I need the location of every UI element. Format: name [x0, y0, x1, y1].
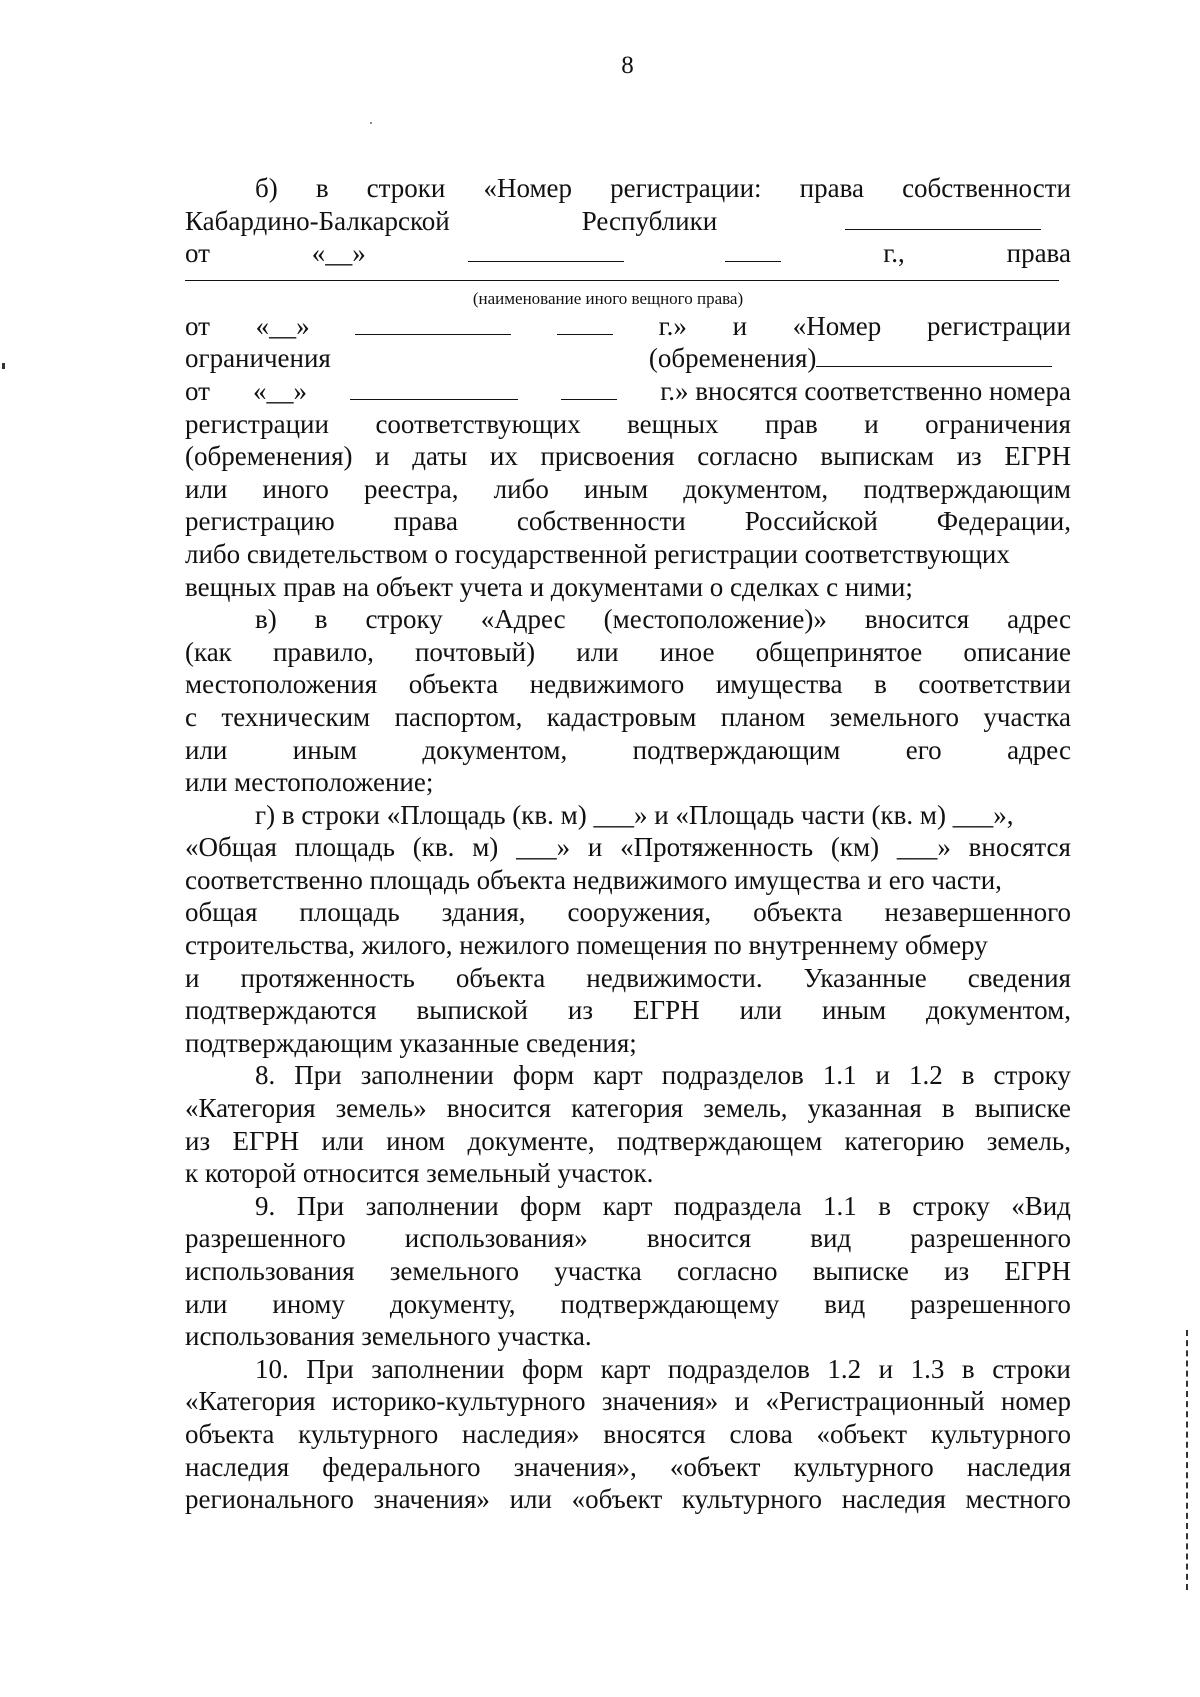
word: в — [314, 604, 328, 635]
fill-in-blank — [185, 280, 1059, 281]
word: федерального — [322, 1451, 481, 1482]
word: иным — [821, 995, 887, 1026]
word: вид — [824, 1288, 866, 1319]
word: описание — [963, 636, 1071, 667]
word: от — [185, 310, 210, 341]
text-segment: или местоположение; — [185, 767, 434, 798]
word: и — [587, 832, 603, 863]
word: с — [185, 701, 197, 732]
text-segment: вещных прав на объект учета и документами о сделках с ними; — [185, 571, 913, 602]
word: согласно — [676, 1256, 778, 1286]
text-line — [185, 1353, 1071, 1386]
text-segment: г.» вносятся соответственно номера — [660, 375, 1071, 406]
word: 1.1 — [822, 1060, 857, 1091]
word: строку — [912, 1190, 990, 1221]
word: соответствующих — [375, 408, 581, 439]
word: права — [1006, 238, 1071, 269]
word: Российской — [744, 506, 878, 537]
text-segment: использования земельного участка. — [185, 1321, 592, 1352]
word: вносится — [446, 1093, 552, 1124]
word: паспортом, — [394, 701, 523, 732]
fill-in-blank — [561, 375, 617, 400]
word: культурного — [681, 1484, 823, 1515]
word: слова — [729, 1418, 793, 1449]
word: «Категория — [185, 1093, 316, 1124]
word: разрешенного — [910, 1288, 1071, 1319]
text-line — [185, 864, 1071, 897]
word: здания, — [441, 897, 526, 928]
word: историко-культурного — [331, 1386, 586, 1417]
word: участка — [983, 701, 1071, 732]
fill-in-blank — [355, 310, 511, 335]
word: вносится — [864, 604, 970, 635]
word: техническим — [221, 701, 371, 732]
word: подтверждающем — [617, 1125, 823, 1156]
word: При — [296, 1190, 345, 1221]
word: «__» — [253, 375, 308, 406]
paragraph-v — [185, 603, 1071, 766]
text-line — [185, 799, 1071, 832]
word: площадь — [299, 897, 400, 928]
word: реестра, — [364, 473, 459, 504]
word: ограничения — [925, 408, 1071, 439]
word: незавершенного — [884, 897, 1071, 928]
word: форм — [521, 1353, 584, 1384]
word: имущества — [715, 669, 843, 700]
paragraph-8 — [185, 1059, 1071, 1157]
word: и — [734, 1386, 750, 1417]
word: собственности — [902, 173, 1071, 203]
word: ЕГРН — [1004, 441, 1071, 472]
text-line — [185, 342, 1071, 375]
word: форм — [520, 1190, 582, 1221]
word: вещных — [627, 408, 719, 439]
word: выписке — [974, 1093, 1071, 1124]
word: культурного — [930, 1418, 1071, 1449]
text-line — [185, 375, 1071, 408]
word: строки — [992, 1353, 1071, 1384]
word: права — [799, 173, 864, 203]
word: недвижимости. — [586, 962, 763, 993]
word: наследия — [185, 1451, 290, 1482]
word: подтверждающим — [863, 473, 1071, 504]
word: категорию — [844, 1125, 965, 1156]
text-line — [185, 1027, 1071, 1060]
text-line — [185, 1125, 1071, 1158]
text-line — [185, 1157, 1071, 1190]
scan-artifact — [2, 363, 5, 369]
text-line — [185, 440, 1071, 473]
scan-edge-marks — [1186, 1330, 1191, 1590]
word: Республики — [581, 205, 718, 236]
word: в — [315, 173, 329, 203]
word: их — [489, 441, 518, 472]
fill-in-blank — [557, 310, 613, 335]
word: планом — [720, 701, 806, 732]
word: «объект — [571, 1484, 663, 1515]
word: 1.1 — [823, 1190, 857, 1221]
word: г., — [883, 238, 905, 269]
word: ЕГРН — [1004, 1256, 1071, 1286]
word: из — [567, 995, 594, 1026]
word: 10. — [255, 1353, 289, 1384]
paragraph-9 — [185, 1190, 1071, 1320]
word: значения» — [373, 1484, 490, 1515]
document-body — [185, 172, 1071, 1516]
word: ___» — [896, 832, 951, 863]
text-line — [185, 172, 1071, 205]
word: карт — [600, 1353, 651, 1384]
text-line — [185, 473, 1071, 506]
fill-in-blank — [468, 237, 624, 262]
fill-in-blank — [725, 237, 781, 262]
word: почтовый) — [414, 636, 536, 667]
word: г) в строки «Площадь (кв. м) ___» и «Площадь части (кв. м) ___», — [255, 799, 1014, 830]
text-line — [185, 1255, 1071, 1288]
text-segment: к которой относится земельный участок. — [185, 1158, 654, 1189]
word: Кабардино-Балкарской — [185, 205, 450, 236]
paragraph-b — [185, 408, 1071, 571]
word: «Номер — [792, 310, 882, 341]
word: 8. — [255, 1060, 276, 1091]
text-line — [185, 929, 1071, 962]
word: и — [875, 1060, 890, 1091]
text-line — [185, 408, 1071, 441]
text-line — [185, 205, 1071, 238]
word: от — [185, 375, 210, 406]
word: выпискам — [820, 441, 934, 472]
word: иное — [659, 636, 715, 667]
word: адрес — [1007, 734, 1071, 765]
word: ином — [386, 1125, 446, 1156]
word: объекта — [185, 1418, 275, 1449]
fill-in-rule — [185, 270, 1071, 288]
word: кадастровым — [546, 701, 697, 732]
word: его — [905, 734, 942, 765]
word: регионального — [185, 1484, 354, 1515]
word: «__» — [311, 238, 366, 269]
paragraph-10 — [185, 1353, 1071, 1516]
word: 1.2 — [827, 1353, 862, 1384]
word: из — [185, 1125, 211, 1156]
word: «объект — [669, 1451, 761, 1482]
word: или — [321, 1125, 364, 1156]
word: значения» — [601, 1386, 719, 1417]
word: ___» — [516, 832, 571, 863]
text-line — [185, 701, 1071, 734]
word: подразделов — [661, 1060, 804, 1091]
word: карт — [602, 1190, 653, 1221]
word: 1.2 — [909, 1060, 943, 1091]
word: вносятся — [603, 1418, 706, 1449]
fill-in-blank — [845, 205, 1041, 230]
word: строительства, жилого, нежилого помещения по внутреннему обмеру — [185, 930, 988, 961]
word: вносятся — [968, 832, 1071, 863]
word: г.» — [658, 310, 687, 341]
word: в — [874, 669, 887, 700]
text-line — [185, 668, 1071, 701]
word: или — [185, 1288, 228, 1319]
word: выписке — [812, 1256, 909, 1286]
word: из — [944, 1256, 970, 1286]
word: (кв. — [412, 832, 455, 863]
fill-in-blank — [350, 375, 518, 400]
word: культурного — [298, 1418, 439, 1449]
word: номер — [1000, 1386, 1071, 1417]
word: заполнении — [365, 1190, 499, 1221]
word: вносится — [646, 1223, 752, 1254]
word: карт — [593, 1060, 643, 1091]
word: документом, — [683, 473, 829, 504]
word: «Протяженность — [620, 832, 814, 863]
paragraph-g — [185, 799, 1071, 1027]
word: наследия — [841, 1484, 946, 1515]
word: указанная — [807, 1093, 922, 1124]
word: соответствии — [918, 669, 1071, 700]
word: или — [509, 1484, 552, 1515]
word: или — [185, 734, 228, 765]
word: соответственно площадь объекта недвижимого имущества и его части, — [185, 864, 1002, 895]
text-line — [185, 994, 1071, 1027]
word: от — [185, 238, 210, 269]
text-line — [185, 636, 1071, 669]
text-line — [185, 766, 1071, 799]
word: подразделов — [667, 1353, 810, 1384]
text-line — [185, 603, 1071, 636]
word: и — [878, 1353, 894, 1384]
word: или — [576, 636, 619, 667]
text-line — [185, 237, 1071, 270]
word: и — [185, 962, 200, 993]
word: культурного — [793, 1451, 934, 1482]
word: объекта — [753, 897, 843, 928]
word: наследия — [966, 1451, 1071, 1482]
word: документом, — [926, 995, 1071, 1026]
word: площадь — [294, 832, 395, 863]
text-line — [185, 310, 1071, 343]
text-line — [185, 1418, 1071, 1451]
text-line — [185, 1059, 1071, 1092]
word: «Адрес — [480, 604, 566, 635]
word: «Вид — [1011, 1190, 1071, 1221]
word: в — [878, 1190, 891, 1221]
word: использования» — [404, 1223, 588, 1254]
word: подтверждающим — [632, 734, 841, 765]
word: в) — [255, 604, 277, 635]
word: наследия» — [462, 1418, 580, 1449]
word: адрес — [1007, 604, 1071, 635]
text-line — [185, 538, 1071, 571]
word: участка — [554, 1256, 642, 1286]
word: иного — [262, 473, 329, 504]
word: Федерации, — [936, 506, 1071, 537]
word: При — [306, 1353, 354, 1384]
word: документом, — [422, 734, 568, 765]
word: земельного — [829, 701, 959, 732]
word: подтверждающему — [560, 1288, 780, 1319]
word: подтверждаются — [185, 995, 377, 1026]
word: заполнении — [371, 1353, 505, 1384]
word: даты — [412, 441, 468, 472]
word: «Общая — [185, 832, 277, 863]
word: регистрацию — [185, 506, 335, 537]
text-line — [185, 1483, 1071, 1516]
word: и — [375, 441, 390, 472]
scan-artifact — [370, 122, 372, 124]
word: регистрации — [926, 310, 1071, 341]
word: сооружения, — [567, 897, 712, 928]
word: иному — [272, 1288, 345, 1319]
text-line — [185, 1092, 1071, 1125]
word: земель, — [703, 1093, 788, 1124]
word: м) — [472, 832, 499, 863]
text-line — [185, 962, 1071, 995]
word: права — [393, 506, 458, 537]
word: «__» — [255, 310, 310, 341]
word: из — [956, 441, 982, 472]
word: протяженность — [240, 962, 415, 993]
word: иным — [583, 473, 649, 504]
text-line — [185, 896, 1071, 929]
word: местного — [965, 1484, 1071, 1515]
word: заполнении — [360, 1060, 494, 1091]
word: земель, — [986, 1125, 1071, 1156]
text-segment: подтверждающим указанные сведения; — [185, 1027, 637, 1058]
word: или — [739, 995, 782, 1026]
word: в — [941, 1093, 955, 1124]
word: регистрации — [185, 408, 329, 439]
fill-in-blank — [816, 342, 1052, 367]
page-number: 8 — [621, 52, 634, 79]
word: иным — [292, 734, 357, 765]
word: строки — [366, 173, 446, 203]
text-line — [185, 1222, 1071, 1255]
word: (местоположение)» — [603, 604, 827, 635]
word: При — [294, 1060, 342, 1091]
word: ЕГРН — [633, 995, 700, 1026]
word: выпиской — [416, 995, 528, 1026]
word: и — [864, 408, 879, 439]
word: земельного — [389, 1256, 520, 1286]
word: (км) — [830, 832, 880, 863]
text-line — [185, 1320, 1071, 1353]
word: использования — [185, 1256, 355, 1286]
word: значения», — [513, 1451, 637, 1482]
word: строку — [993, 1060, 1071, 1091]
word: в — [961, 1060, 975, 1091]
word: категория — [571, 1093, 684, 1124]
word: прав — [765, 408, 818, 439]
word: собственности — [516, 506, 686, 537]
word: «Категория — [185, 1386, 316, 1417]
word: 9. — [255, 1190, 276, 1221]
text-line — [185, 505, 1071, 538]
word: подраздела — [673, 1190, 802, 1221]
word: разрешенного — [185, 1223, 346, 1254]
text-line — [185, 1451, 1071, 1484]
text-line — [185, 1190, 1071, 1223]
word: вид — [810, 1223, 852, 1254]
word: ограничения — [185, 343, 331, 374]
word: Указанные — [803, 962, 927, 993]
word: или — [185, 473, 228, 504]
word: «объект — [816, 1418, 908, 1449]
text-line — [185, 734, 1071, 767]
word: документе, — [467, 1125, 595, 1156]
word: недвижимого — [529, 669, 685, 700]
word: либо — [493, 473, 549, 504]
word: в — [961, 1353, 975, 1384]
word: 1.3 — [910, 1353, 945, 1384]
word: регистрации: — [610, 173, 762, 203]
word: общепринятое — [755, 636, 923, 667]
word: ЕГРН — [232, 1125, 300, 1156]
word: документу, — [389, 1288, 516, 1319]
word: правило, — [272, 636, 374, 667]
word: согласно — [697, 441, 798, 472]
word: разрешенного — [910, 1223, 1071, 1254]
text-line — [185, 571, 1071, 604]
word: земель» — [335, 1093, 427, 1124]
word: (как — [185, 636, 232, 667]
word: б) — [255, 173, 278, 203]
word: общая — [185, 897, 258, 928]
word: либо свидетельством о государственной регистрации соответствующих — [185, 538, 1010, 569]
word: присвоения — [540, 441, 675, 472]
word: объекта — [455, 962, 546, 993]
word: объекта — [408, 669, 499, 700]
field-caption: (наименование иного вещного права) — [472, 288, 744, 308]
text-line — [185, 1288, 1071, 1321]
word: «Номер — [483, 173, 573, 203]
word: форм — [512, 1060, 575, 1091]
text-line — [185, 831, 1071, 864]
word: (обременения) — [648, 343, 817, 374]
word: и — [732, 310, 748, 341]
word: (обременения) — [185, 441, 353, 472]
word: сведения — [967, 962, 1071, 993]
word: местоположения — [185, 669, 378, 700]
word: «Регистрационный — [765, 1386, 985, 1417]
text-line — [185, 1385, 1071, 1418]
word: строку — [365, 604, 443, 635]
